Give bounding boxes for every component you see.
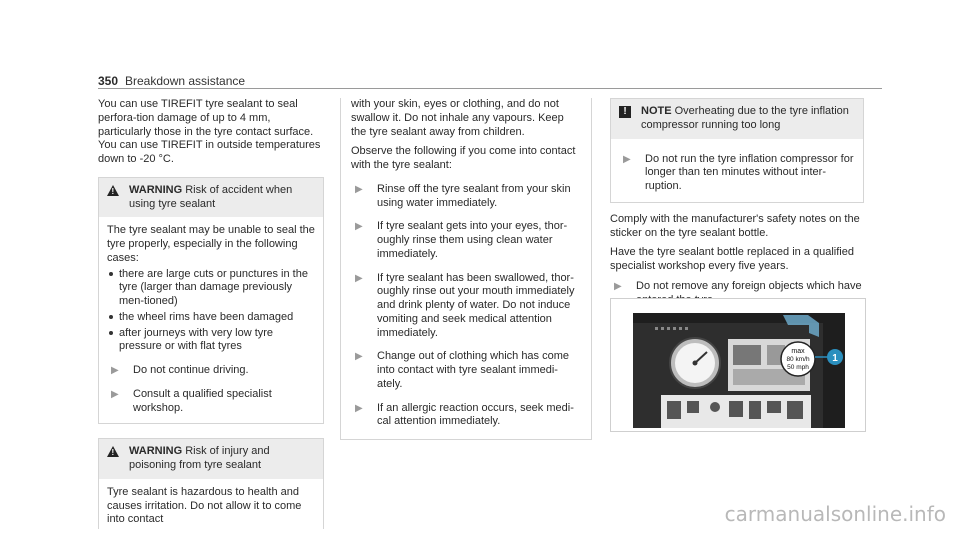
sticker-kmh-text: 80 km/h (786, 356, 810, 363)
note-body (611, 139, 863, 202)
sticker-mph-text: 50 mph (787, 364, 809, 371)
observe-text: Observe the following if you come into contact with the tyre sealant: (351, 145, 576, 171)
page-number: 350 (98, 74, 119, 88)
step-item: ▶ If tyre sealant gets into your eyes, thor-oughly rinse them using clean water immediately. (351, 220, 581, 261)
column-1 (98, 98, 324, 529)
step-arrow-icon: ▶ (355, 272, 363, 284)
warning-icon: ! (107, 185, 119, 196)
column-3 (610, 98, 864, 307)
comply-paragraph: Comply with the manufacturer's safety notes on the sticker on the tyre sealant bottle. (610, 212, 860, 239)
warning-body (99, 479, 323, 529)
tyre-sealant-figure (610, 298, 866, 432)
warning-keyword: WARNING (129, 445, 183, 458)
column-2 (340, 98, 592, 440)
step-item: ▶ Do not remove any foreign objects which have (610, 280, 864, 308)
step-arrow-icon: ▶ (111, 388, 119, 400)
list-item: the wheel rims have been damaged (107, 311, 315, 325)
list-item: after journeys with very low tyre pressure or with flat tyres (107, 327, 315, 355)
step-item: ▶ Rinse off the tyre sealant from your skin using water immediately. (351, 183, 581, 211)
sticker-max-text: max (791, 348, 805, 355)
continued-text: with your skin, eyes or clothing, and do not swallow it. Do not inhale any vapours. Keep the tyre sealant away from children. (351, 98, 564, 138)
note-header (611, 99, 863, 139)
intro-paragraph: You can use TIREFIT tyre sealant to seal perfora-tion damage of up to 4 mm, particularly those in the tyre contact surface. You can use TIREFIT in outside temperatures down to -20 °C. (98, 98, 321, 165)
warning-box-poisoning (98, 438, 324, 529)
step-arrow-icon: ▶ (355, 221, 363, 233)
step-arrow-icon: ▶ (355, 402, 363, 414)
warning-keyword: WARNING (129, 183, 183, 196)
list-item: there are large cuts or punctures in the tyre (larger than damage previously men-tioned) (107, 268, 315, 309)
note-box (610, 98, 864, 203)
note-keyword: NOTE (641, 105, 672, 117)
replace-paragraph: Have the tyre sealant bottle replaced in a qualified specialist workshop every five years. (610, 246, 854, 272)
compressor-drawing (633, 313, 845, 428)
step-item: ▶ Do not continue driving. (107, 364, 315, 378)
step-item: ▶ Change out of clothing which has come into contact with tyre sealant immedi-ately. (351, 350, 581, 391)
watermark-text: carmanualsonline.info (724, 502, 946, 526)
step-item: ▶ Consult a qualified specialist workshop. (107, 388, 315, 416)
warning-text: The tyre sealant may be unable to seal the tyre properly, especially in the following cases: (107, 224, 315, 264)
step-arrow-icon: ▶ (355, 351, 363, 363)
step-item: ▶ If an allergic reaction occurs, seek medi-cal attention immediately. (351, 402, 581, 430)
header-rule (98, 88, 882, 89)
warning-icon: ! (107, 446, 119, 457)
warning-header (99, 439, 323, 479)
step-arrow-icon: ▶ (355, 183, 363, 195)
warning-box-accident (98, 177, 324, 425)
step-item: ▶ If tyre sealant has been swallowed, thor-oughly rinse out your mouth immediately and drink plenty of water. Do not induce vomiting and seek medical attention immediately. (351, 272, 581, 341)
step-item: ▶ Do not run the tyre inflation compressor for longer than ten minutes without inter-ruption. (619, 153, 855, 194)
note-icon: ! (619, 106, 631, 118)
warning-body (99, 217, 323, 423)
warning-text: Tyre sealant is hazardous to health and causes irritation. Do not allow it to come into contact (107, 485, 302, 526)
compressor-illustration (633, 313, 845, 428)
section-title: Breakdown assistance (125, 74, 246, 88)
warning-title: Risk of accident when using tyre sealant (129, 183, 293, 210)
callout-number: 1 (832, 353, 838, 364)
step-arrow-icon: ▶ (111, 365, 119, 376)
step-arrow-icon: ▶ (623, 153, 631, 165)
step-arrow-icon: ▶ (614, 280, 622, 292)
warning-title: Risk of injury and poisoning from tyre sealant (129, 445, 270, 471)
warning-bullet-list (107, 268, 315, 355)
warning-header (99, 178, 323, 218)
warning-box-continued (340, 98, 592, 440)
note-title: Overheating due to the tyre inflation compressor running too long (641, 105, 849, 131)
